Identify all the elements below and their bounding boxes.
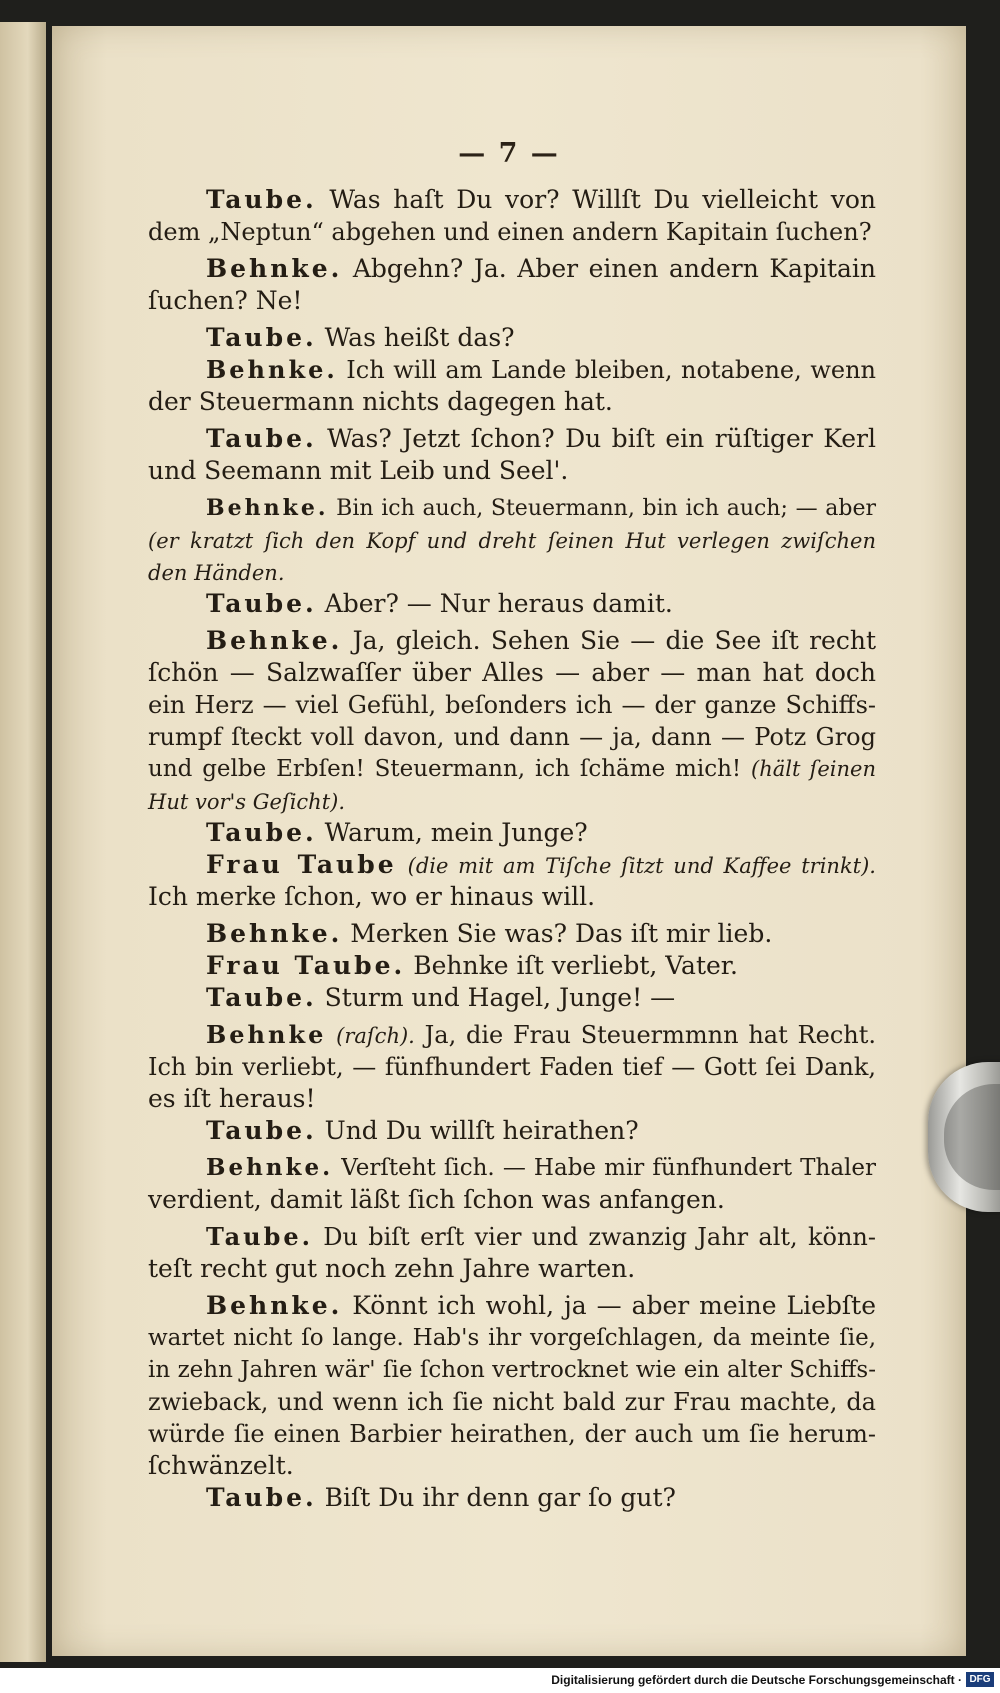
line-text: Merken Sie was? Das iſt mir lieb. (350, 919, 773, 948)
text-line (148, 1354, 876, 1386)
speaker-name: Behnke (206, 1020, 327, 1049)
text-line (148, 184, 876, 216)
funding-credit: Digitalisierung gefördert durch die Deutsche Forschungsgemeinschaft · (551, 1673, 962, 1687)
stage-direction: (die mit am Tiſche ſitzt und Kaffee trinkt). (407, 854, 876, 878)
speaker-name: Taube. (206, 589, 317, 618)
text-line (148, 1418, 876, 1450)
text-line (148, 753, 876, 785)
line-text: Bin ich auch, Steuermann, bin ich auch; — aber (336, 496, 876, 521)
speaker-name: Behnke. (206, 919, 343, 948)
text-line (148, 386, 876, 418)
text-line (148, 1152, 876, 1184)
line-text: Abgehn? Ja. Aber einen andern Kapitain (352, 254, 876, 283)
text-line (148, 625, 876, 657)
text-line (148, 918, 876, 950)
text-line (148, 1290, 876, 1322)
text-line (148, 1051, 876, 1083)
text-line (148, 524, 876, 556)
speaker-name: Behnke. (206, 355, 338, 384)
text-line (148, 785, 876, 817)
line-text: Sturm und Hagel, Junge! — (324, 983, 676, 1012)
line-text: Könnt ich wohl, ja — aber meine Liebſte (352, 1291, 876, 1320)
speaker-name: Behnke. (206, 626, 343, 655)
speaker-name: Taube. (206, 1483, 317, 1512)
text-line (148, 881, 876, 913)
line-text: verdient, damit läßt ſich ſchon was anfangen. (148, 1185, 725, 1214)
text-line (148, 1386, 876, 1418)
line-text: Ich bin verliebt, — fünfhundert Faden tief — Gott ſei Dank, (148, 1053, 876, 1081)
speaker-name: Behnke. (206, 254, 343, 283)
text-line (148, 1184, 876, 1216)
text-line (148, 1083, 876, 1115)
text-line (148, 849, 876, 881)
line-text: Ich will am Lande bleiben, notabene, wenn (346, 356, 876, 384)
line-text: Verſteht ſich. — Habe mir fünfhundert Thaler (341, 1155, 876, 1181)
text-line (148, 1253, 876, 1285)
text-line (148, 721, 876, 753)
previous-page-edge (0, 22, 46, 1662)
text-line (148, 354, 876, 386)
speaker-name: Taube. (206, 983, 317, 1012)
text-line (148, 253, 876, 285)
speaker-name: Frau Taube. (206, 951, 406, 980)
stage-direction: (raſch). (336, 1024, 415, 1048)
line-text: Biſt Du ihr denn gar ſo gut? (324, 1483, 676, 1512)
text-line (148, 322, 876, 354)
line-text: Ich merke ſchon, wo er hinaus will. (148, 882, 596, 911)
line-text: Was haſt Du vor? Willſt Du vielleicht von (329, 185, 877, 214)
line-text: ſchwänzelt. (148, 1451, 294, 1480)
line-text: Ja, die Frau Steuermmnn hat Recht. (424, 1021, 876, 1049)
line-text: Warum, mein Junge? (324, 818, 588, 847)
text-line (148, 1221, 876, 1253)
text-line (148, 216, 876, 248)
line-text: Du biſt erſt vier und zwanzig Jahr alt, könn- (323, 1223, 876, 1251)
line-text: ein Herz — viel Gefühl, beſonders ich — der ganze Schiffs- (148, 691, 876, 719)
line-text: der Steuermann nichts dagegen hat. (148, 387, 613, 416)
text-line (148, 657, 876, 689)
line-text: zwieback, und wenn ich ſie nicht bald zur Frau machte, da (148, 1388, 876, 1416)
line-text: Was heißt das? (324, 323, 515, 352)
text-line (148, 285, 876, 317)
text-line (148, 1482, 876, 1514)
text-line (148, 817, 876, 849)
line-text: ſchön — Salzwaſſer über Alles — aber — man hat doch (148, 658, 876, 687)
line-text: rumpf ſteckt voll davon, und dann — ja, dann — Potz Grog (148, 723, 876, 751)
line-text: dem „Neptun“ abgehen und einen andern Kapitain ſuchen? (148, 218, 872, 246)
speaker-name: Behnke. (206, 495, 329, 521)
speaker-name: Taube. (206, 185, 317, 214)
line-text: ſuchen? Ne! (148, 286, 303, 315)
text-line (148, 1115, 876, 1147)
text-line (148, 588, 876, 620)
speaker-name: Taube. (206, 424, 317, 453)
text-line (148, 492, 876, 524)
text-line (148, 689, 876, 721)
stage-direction: den Händen. (148, 561, 285, 585)
line-text: wartet nicht ſo lange. Hab's ihr vorgeſchlagen, da meinte ſie, (148, 1325, 876, 1351)
speaker-name: Taube. (206, 1116, 317, 1145)
line-text: und Seemann mit Leib und Seel'. (148, 456, 569, 485)
stage-direction: Hut vor's Geſicht). (148, 790, 346, 814)
line-text: Behnke iſt verliebt, Vater. (413, 951, 738, 980)
play-text (148, 184, 876, 1514)
stage-direction: (hält ſeinen (751, 757, 876, 781)
line-text: und gelbe Erbſen! Steuermann, ich ſchäme mich! (148, 756, 742, 782)
line-text: teſt recht gut noch zehn Jahre warten. (148, 1254, 636, 1283)
speaker-name: Behnke. (206, 1154, 334, 1181)
text-line (148, 423, 876, 455)
text-line (148, 556, 876, 588)
line-text: in zehn Jahren wär' ſie ſchon vertrocknet wie ein alter Schiffs- (148, 1357, 876, 1383)
text-line (148, 1019, 876, 1051)
footer-bar (0, 1668, 1000, 1693)
speaker-name: Taube. (206, 1222, 313, 1251)
speaker-name: Taube. (206, 323, 317, 352)
speaker-name: Frau Taube (206, 850, 397, 879)
line-text: es iſt heraus! (148, 1084, 316, 1113)
line-text: Und Du willſt heirathen? (324, 1116, 639, 1145)
line-text: Was? Jetzt ſchon? Du biſt ein rüſtiger Kerl (327, 424, 876, 453)
text-line (148, 1322, 876, 1354)
page-number: — 7 — (458, 138, 560, 169)
text-line (148, 982, 876, 1014)
text-line (148, 455, 876, 487)
stage-direction: (er kratzt ſich den Kopf und dreht ſeinen Hut verlegen zwiſchen (148, 529, 876, 553)
line-text: Aber? — Nur heraus damit. (324, 589, 673, 618)
dfg-logo: DFG (966, 1672, 994, 1687)
text-line (148, 950, 876, 982)
line-text: Ja, gleich. Sehen Sie — die See iſt recht (352, 626, 877, 655)
speaker-name: Behnke. (206, 1291, 343, 1320)
speaker-name: Taube. (206, 818, 317, 847)
text-line (148, 1450, 876, 1482)
line-text: würde ſie einen Barbier heirathen, der auch um ſie herum- (148, 1420, 876, 1448)
